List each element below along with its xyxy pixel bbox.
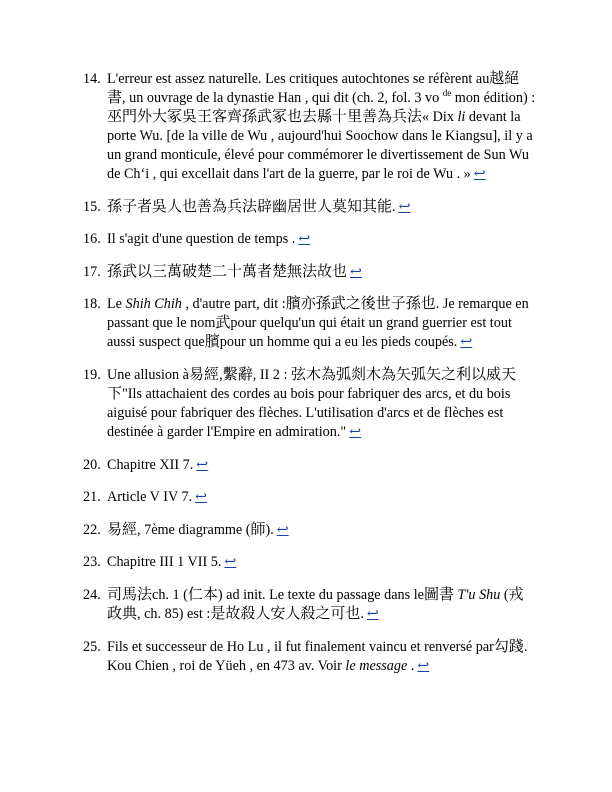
- footnote-number: 19.: [83, 366, 101, 383]
- footnote-text: .: [392, 198, 396, 215]
- footnote-text: , 7ème diagramme (: [137, 521, 251, 538]
- italic-text: T'u Shu: [457, 586, 501, 603]
- footnote-16: [83, 230, 537, 249]
- footnote-text: ch. 1 (: [152, 586, 188, 603]
- backref-link[interactable]: ↩: [349, 423, 362, 440]
- footnote-number: 23.: [83, 554, 101, 571]
- footnote-number: 25.: [83, 638, 101, 655]
- footnote-text: devant la porte Wu. [de la ville de Wu , aujourd'hui Soochow dans le Kiangsu], il y a un grand monticule, élevé pour commémorer le divertissement de Sun Wu de Chʻi , qui excellait dans l'art de la guerre, par le roi de Wu . »: [107, 109, 533, 182]
- chinese-text: 弦木為弧剡木為矢弧矢之利以威天下: [107, 366, 516, 402]
- backref-link[interactable]: ↩: [350, 263, 362, 280]
- footnote-number: 22.: [83, 521, 101, 538]
- footnote-23: [83, 553, 537, 572]
- footnotes-list: [83, 70, 537, 689]
- footnote-number: 17.: [83, 263, 101, 280]
- italic-text: li: [457, 109, 466, 125]
- chinese-text: 勾踐: [493, 638, 524, 655]
- footnote-text: ).: [265, 521, 274, 538]
- footnote-text: Fils et successeur de Ho Lu , il fut finalement vaincu et renversé par: [107, 638, 494, 655]
- backref-link[interactable]: ↩: [460, 334, 473, 351]
- chinese-text: 孫子者吳人也善為兵法辟幽居世人莫知其能: [107, 198, 393, 215]
- footnote-number: 15.: [83, 198, 101, 215]
- chinese-text: 越絕書: [107, 71, 520, 106]
- footnote-text: , II 2 :: [252, 366, 291, 383]
- footnote-text: "Ils attachaient des cordes au bois pour fabriquer des arcs, et du bois aiguisé pour fabriquer des flèches. L'utilisation d'arcs et de flèches est destinée à garder l'Empire en admiration.": [107, 385, 511, 440]
- backref-link[interactable]: ↩: [366, 605, 379, 622]
- footnote-number: 21.: [83, 489, 101, 506]
- chinese-text: 師: [250, 521, 266, 538]
- backref-link[interactable]: ↩: [298, 231, 311, 248]
- footnote-15: [83, 198, 537, 217]
- chinese-text: 是故殺人安人殺之可也: [210, 605, 361, 622]
- backref-link[interactable]: ↩: [276, 521, 289, 538]
- footnote-text: ) ad init. Le texte du passage dans le: [217, 586, 424, 603]
- footnote-number: 20.: [83, 456, 101, 473]
- footnote-25: [83, 638, 537, 676]
- footnote-text: « Dix: [422, 109, 458, 125]
- chinese-text: 圖書: [423, 586, 454, 603]
- footnote-text: mon édition) :: [451, 90, 536, 106]
- footnote-text: , d'autre part, dit :: [181, 296, 286, 313]
- footnote-21: [83, 488, 537, 507]
- footnote-text: Le: [107, 296, 126, 313]
- footnote-17: [83, 263, 537, 282]
- backref-link[interactable]: ↩: [398, 198, 411, 215]
- footnote-text: pour quelqu'un qui était un grand guerrier est tout aussi suspect que: [107, 315, 512, 351]
- footnote-text: pour un homme qui a eu les pieds coupés.: [219, 334, 458, 351]
- superscript: de: [442, 88, 452, 98]
- chinese-text: 臏亦孫武之後世子孫也: [285, 296, 436, 313]
- chinese-text: 易經: [107, 521, 138, 538]
- chinese-text: 仁本: [187, 586, 218, 603]
- footnote-18: [83, 295, 537, 352]
- footnote-number: 14.: [83, 71, 101, 87]
- footnote-text: .: [360, 605, 364, 622]
- backref-link[interactable]: ↩: [417, 657, 430, 674]
- chinese-text: 易經,繫辭: [188, 366, 253, 383]
- footnote-number: 24.: [83, 586, 101, 603]
- chinese-text: 武: [215, 315, 231, 332]
- backref-link[interactable]: ↩: [224, 554, 237, 571]
- italic-text: le message: [345, 657, 408, 674]
- chinese-text: 戎政典: [107, 586, 524, 622]
- backref-link[interactable]: ↩: [195, 489, 208, 506]
- footnote-text: (: [500, 586, 509, 603]
- footnote-text: L'erreur est assez naturelle. Les critiques autochtones se réfèrent au: [107, 71, 490, 87]
- footnote-number: 16.: [83, 231, 101, 248]
- chinese-text: 孫武以三萬破楚二十萬者楚無法故也: [107, 263, 348, 280]
- footnote-text: , ch. 85) est :: [137, 605, 211, 622]
- chinese-text: 司馬法: [107, 586, 153, 603]
- chinese-text: 巫門外大冢吳王客齊孫武冢也去縣十里善為兵法: [107, 109, 423, 125]
- footnote-text: , un ouvrage de la dynastie Han , qui dit (ch. 2, fol. 3 vo: [122, 90, 443, 106]
- footnote-14: [83, 70, 537, 184]
- footnote-22: [83, 521, 537, 540]
- italic-text: Shih Chih: [125, 296, 182, 313]
- footnote-24: [83, 586, 537, 624]
- backref-link[interactable]: ↩: [196, 456, 209, 473]
- footnote-20: [83, 456, 537, 475]
- footnote-text: .: [407, 657, 415, 674]
- footnote-text: Chapitre III 1 VII 5.: [107, 554, 222, 571]
- footnote-text: . Je remarque en passant que le nom: [107, 296, 529, 332]
- footnote-text: . Kou Chien , roi de Yüeh , en 473 av. Voir: [107, 638, 528, 674]
- footnote-text: Il s'agit d'une question de temps .: [107, 231, 296, 248]
- footnote-text: Article V IV 7.: [107, 489, 193, 506]
- footnote-text: Chapitre XII 7.: [107, 456, 194, 473]
- backref-link[interactable]: ↩: [473, 166, 486, 182]
- footnote-text: Une allusion à: [107, 366, 189, 383]
- chinese-text: 臏: [204, 334, 220, 351]
- footnote-number: 18.: [83, 296, 101, 313]
- footnote-19: [83, 366, 537, 442]
